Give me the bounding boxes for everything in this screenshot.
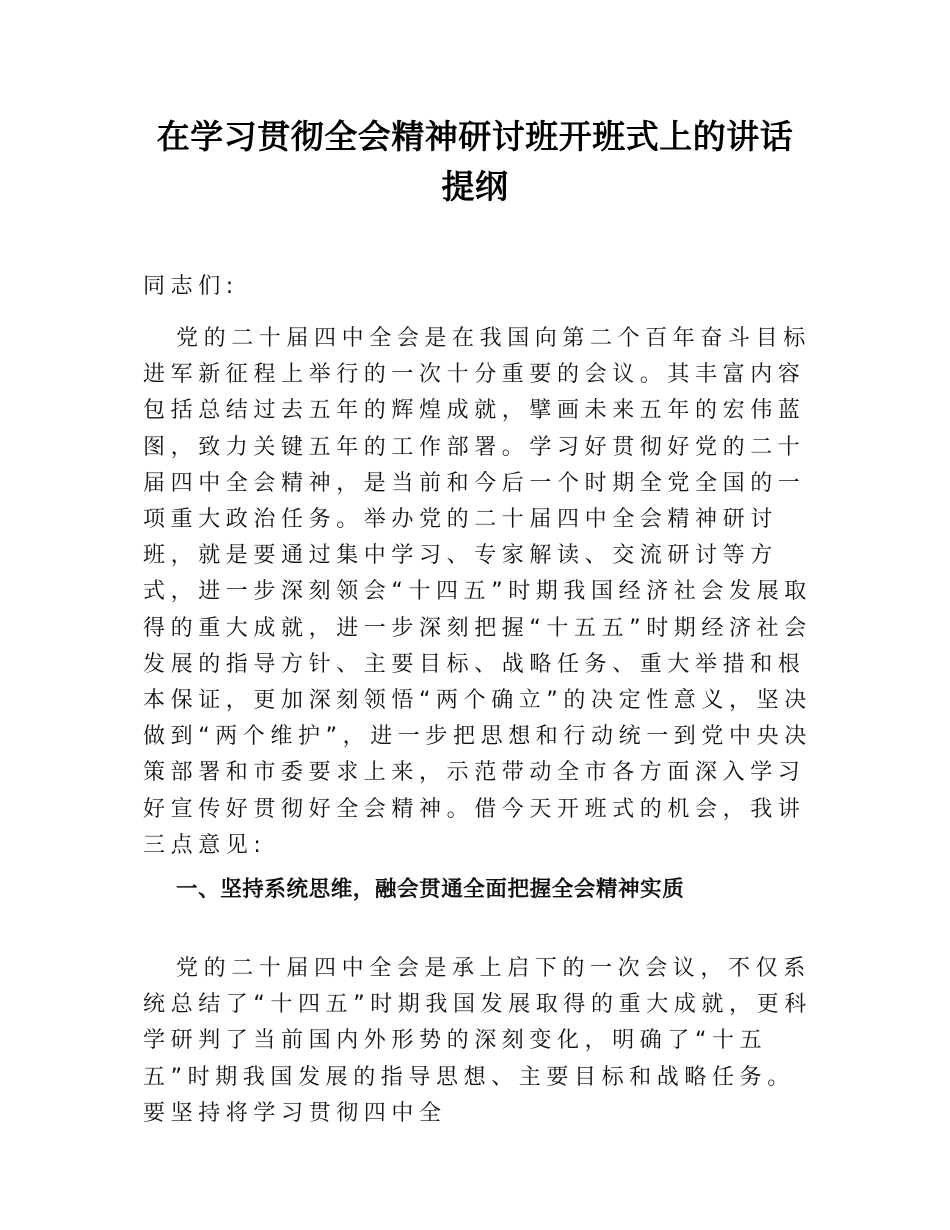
- paragraph-intro: 党的二十届四中全会是在我国向第二个百年奋斗目标进军新征程上举行的一次十分重要的会议。其丰富内容包括总结过去五年的辉煌成就，擘画未来五年的宏伟蓝图，致力关键五年的工作部署。学习好贯彻好党的二十届四中全会精神，是当前和今后一个时期全党全国的一项重大政治任务。举办党的二十届四中全会精神研讨班，就是要通过集中学习、专家解读、交流研讨等方式，进一步深刻领会“十四五”时期我国经济社会发展取得的重大成就，进一步深刻把握“十五五”时期经济社会发展的指导方针、主要目标、战略任务、重大举措和根本保证，更加深刻领悟“两个确立”的决定性意义，坚决做到“两个维护”，进一步把思想和行动统一到党中央决策部署和市委要求上来，示范带动全市各方面深入学习好宣传好贯彻好全会精神。借今天开班式的机会，我讲三点意见:: [143, 326, 812, 858]
- paragraph-section-1: 党的二十届四中全会是承上启下的一次会议，不仅系统总结了“十四五”时期我国发展取得的重大成就，更科学研判了当前国内外形势的深刻变化，明确了“十五五”时期我国发展的指导思想、主要目标和战略任务。要坚持将学习贯彻四中全: [143, 956, 812, 1126]
- salutation: 同志们:: [143, 274, 239, 299]
- section-heading-1: 一、坚持系统思维，融会贯通全面把握全会精神实质: [176, 877, 685, 902]
- title-line-1: 在学习贯彻全会精神研讨班开班式上的讲话: [156, 117, 794, 156]
- title-line-2: 提纲: [441, 167, 509, 206]
- document-title: [100, 112, 850, 212]
